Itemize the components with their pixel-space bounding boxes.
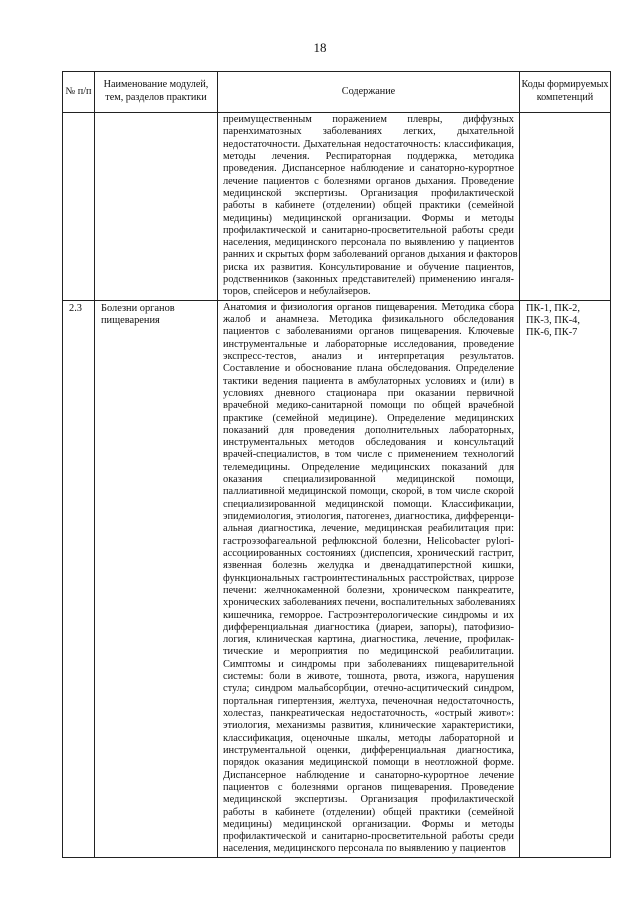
text-line: печени: желчнокаменной болезни, хроническом панкреатите, <box>223 584 514 596</box>
header-content-label: Содержание <box>341 85 396 97</box>
text-line: гастроэзофагеальной рефлюксной болезни, Helicobacter pylori- <box>223 535 514 547</box>
text-line: ПК-3, ПК-4, <box>526 315 580 326</box>
text-line: врачей-специалистов, в том числе с применением технологий <box>223 449 514 461</box>
row-continuation-content <box>218 113 520 301</box>
header-num <box>63 72 95 113</box>
text-line: жалоб и анамнеза. Методика физикального обследования <box>223 314 514 325</box>
text-line: функциональных гастроинтестинальных расстройствах, циррозе <box>223 572 514 584</box>
text-line: лечение пациентов с болезнями органов дыхания. Проведение <box>223 175 514 187</box>
text-line: тактики ведения пациента в амбулаторных условиях и (или) в <box>223 375 514 387</box>
text-line: пациентов с болезнями органов пищеварения. Проведение <box>223 781 514 793</box>
text-line: профилактической и санитарно-просветительной работы среди <box>223 224 514 236</box>
text-line: эпидемиология, этиология, патогенез, диагностика, дифференци- <box>223 511 514 522</box>
text-line: кишечника, геморрое. Гастроэнтерологические синдромы и их <box>223 609 514 621</box>
text-line: ассоциированных состояниях (диспепсия, хронический гастрит, <box>223 547 514 559</box>
text-line: преимущественным поражением плевры, диффузных <box>223 114 514 125</box>
text-line: дифференциальная диагностика (диареи, запоры), патофизио- <box>223 621 514 633</box>
text-line: экспресс-тестов, анализ и интерпретация результатов. <box>223 350 514 362</box>
text-line: недостаточности. Дыхательная недостаточность: классификация, <box>223 138 514 150</box>
text-line: специализированной медицинской помощи. Классификации, <box>223 498 514 510</box>
text-line: населения, медицинского персонала по выявлению у пациентов <box>223 237 514 249</box>
text-line: паллиативной медицинской помощи, скорой, в том числе скорой <box>223 486 514 498</box>
curriculum-table <box>62 71 611 858</box>
row-continuation-num <box>63 113 95 301</box>
text-line: порядок оказания медицинской помощи в неотложной форме. <box>223 757 514 769</box>
text-line: холестаз, панкреатическая недостаточность, «острый живот»: <box>223 708 514 719</box>
text-line: альная диагностика, лечение, медицинская реабилитация при: <box>223 523 514 535</box>
text-line: Симптомы и синдромы при заболеваниях пищеварительной <box>223 658 514 670</box>
text-line: телемедицины. Определение медицинских показаний для <box>223 461 514 473</box>
text-line: медицинской экспертизы. Организация профилактической <box>223 794 514 806</box>
header-name-label: Наименование модулей, тем, разделов практики <box>103 79 209 103</box>
text-line: профилактической и санитарно-просветительной работы среди <box>223 831 514 843</box>
text-line: риска их развития. Консультирование и обучение пациентов, <box>223 261 514 273</box>
text-line: логия, клиническая картина, диагностика, лечение, профилак- <box>223 634 514 646</box>
text-line: этиология, механизмы развития, клинические характеристики, <box>223 720 514 732</box>
text-line: пациентов с заболеваниями органов пищеварения. Ключевые <box>223 326 514 338</box>
header-content <box>218 72 520 113</box>
table-row-continuation <box>63 113 611 301</box>
row-continuation-codes <box>520 113 611 301</box>
text-line: системы: боли в животе, тошнота, рвота, изжога, нарушения <box>223 671 514 683</box>
text-line: методы лечения. Респираторная поддержка, методика <box>223 150 514 162</box>
text-line: врачебной медико-санитарной помощи по общей врачебной <box>223 400 514 412</box>
text-line: работы в кабинете (отделении) общей практики (семейной <box>223 200 514 212</box>
text-line: родственников (законных представителей) применению ингаля- <box>223 274 514 286</box>
row-2-3-codes <box>520 300 611 857</box>
text-line: медицины) медицинской организации. Формы и методы <box>223 818 514 830</box>
text-line: Составление и обоснование плана обследования. Определение <box>223 363 514 375</box>
text-line: тические и мероприятия по медицинской реабилитации. <box>223 646 514 658</box>
text-line: Диспансерное наблюдение и санаторно-курортное лечение <box>223 769 514 781</box>
row-continuation-name <box>95 113 218 301</box>
text-line: ПК-6, ПК-7 <box>526 327 578 339</box>
text-line: инструментальные и лабораторные исследования, проведение <box>223 338 514 350</box>
row-2-3-name <box>95 300 218 857</box>
text-line: инструментальной оценки, дифференциальная диагностика, <box>223 744 514 756</box>
text-line: ПК-1, ПК-2, <box>526 302 580 314</box>
page-number: 18 <box>313 40 327 55</box>
text-line: показаний для проведения дополнительных лабораторных, <box>223 424 514 436</box>
text-line: Анатомия и физиология органов пищеварения. Методика сбора <box>223 301 514 313</box>
header-codes-label: Коды формируемых компетенций <box>521 79 609 103</box>
name-line: пищеварения <box>101 314 160 326</box>
text-line: язвенная болезнь желудка и двенадцатиперстной кишки, <box>223 560 514 572</box>
header-codes <box>520 72 611 113</box>
text-line: медицинской экспертизы. Организация профилактической <box>223 187 514 199</box>
text-line: паренхиматозных заболеваниях легких, дыхательной <box>223 126 514 138</box>
text-line: портальная гипертензия, желтуха, печеночная недостаточность, <box>223 695 514 707</box>
text-line: условиях дневного стационара при оказании первичной <box>223 387 514 399</box>
text-line: стула; синдром мальабсорбции, отечно-асцитический синдром, <box>223 683 514 695</box>
text-line: классификация, оценочные шкалы, методы лабораторной и <box>223 732 514 744</box>
text-line: оказания специализированной медицинской помощи, <box>223 474 514 486</box>
name-line: Болезни органов <box>101 302 175 314</box>
text-line: торов, спейсеров и небулайзеров. <box>223 286 371 298</box>
text-line: работы в кабинете (отделении) общей практики (семейной <box>223 806 514 818</box>
header-num-label: № п/п <box>65 85 92 97</box>
table-header-row <box>63 72 611 113</box>
table-row-2-3 <box>63 300 611 857</box>
text-line: проведения. Диспансерное наблюдение и санаторно-курортное <box>223 163 514 175</box>
row-2-3-num: 2.3 <box>63 300 95 857</box>
header-name <box>95 72 218 113</box>
text-line: инструментальных методов обследования и консультаций <box>223 437 514 449</box>
row-2-3-content <box>218 300 520 857</box>
text-line: практике (семейной медицине). Определение медицинских <box>223 412 514 424</box>
text-line: медицины) медицинской организации. Формы и методы <box>223 212 514 224</box>
text-line: ранних и скрытых форм заболеваний органов дыхания и факторов <box>223 249 518 261</box>
text-line: хронических заболеваниях печени, воспалительных заболеваниях <box>223 597 516 609</box>
text-line: населения, медицинского персонала по выявлению у пациентов <box>223 843 506 855</box>
